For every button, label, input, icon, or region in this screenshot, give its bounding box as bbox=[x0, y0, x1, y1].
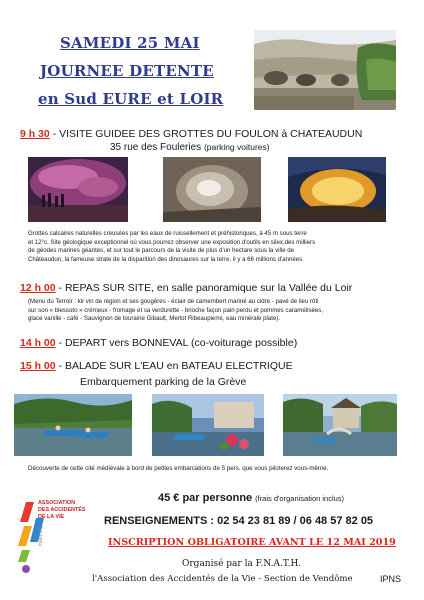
logo-line: DES ACCIDENTÉS bbox=[38, 507, 86, 513]
time-9h30: 9 h 30 bbox=[20, 128, 50, 140]
title-date: SAMEDI 25 MAI bbox=[60, 34, 200, 52]
boat-flowers-photo bbox=[152, 394, 264, 456]
balade-title: - BALADE SUR L'EAU en BATEAU ELECTRIQUE bbox=[55, 360, 293, 372]
menu-line: glace vanille - café - Sauvignon de touraine Gibault, Merlot Ribeaupierre, eau minérale plate). bbox=[28, 315, 281, 323]
repas-menu bbox=[28, 298, 408, 324]
price-note: (frais d'organisation inclus) bbox=[255, 494, 345, 503]
repas-title: - REPAS SUR SITE, en salle panoramique sur la Vallée du Loir bbox=[55, 282, 353, 294]
registration-deadline: INSCRIPTION OBLIGATOIRE AVANT LE 12 MAI 2019 bbox=[108, 537, 396, 548]
depart-title: - DEPART vers BONNEVAL (co-voiturage possible) bbox=[55, 337, 298, 349]
menu-line: (Menu du Terroir : kir vin de région et ses gougères - éclair de camembert mariné au cidre - pavé de lieu rôti bbox=[28, 298, 319, 305]
price: 45 € par personne bbox=[158, 492, 253, 504]
logo-line: DE LA VIE bbox=[38, 514, 65, 520]
time-15h00: 15 h 00 bbox=[20, 360, 56, 372]
time-14h00: 14 h 00 bbox=[20, 337, 56, 349]
section-repas-heading bbox=[20, 282, 352, 294]
section-balade-heading bbox=[20, 360, 293, 372]
phone-numbers: 02 54 23 81 89 / 06 48 57 82 05 bbox=[217, 515, 374, 527]
organizer-line2: l'Association des Accidentés de la Vie - Section de Vendôme bbox=[92, 574, 353, 584]
menu-line: sur son « blessoto » crémeux - fromage et sa verdurette - brioche façon pain perdu et pommes caramélisées, bbox=[28, 306, 324, 314]
bridge-village-photo bbox=[283, 394, 397, 456]
price-line bbox=[158, 492, 344, 504]
grottes-title: - VISITE GUIDEE DES GROTTES DU FOULON à CHATEAUDUN bbox=[49, 128, 363, 140]
grottes-desc-line: Châteaudun, la fameuse strate de la disparition des dinosaures sur la terre, il y a 66 millions d'années. bbox=[28, 255, 304, 263]
contact-label: RENSEIGNEMENTS : bbox=[104, 515, 218, 527]
grottes-address-note: (parking voitures) bbox=[203, 142, 270, 152]
cave-visitors-photo bbox=[28, 157, 128, 222]
grottes-address-line bbox=[110, 142, 270, 153]
section-grottes-heading bbox=[20, 128, 362, 140]
logo-line: ASSOCIATION bbox=[38, 500, 76, 506]
logo-text bbox=[38, 500, 85, 521]
grottes-desc-line: de géodes marines géantes, et sur tout le parcours de la visite de plus d'un hectare sous la ville de bbox=[28, 247, 295, 255]
section-depart-heading bbox=[20, 337, 297, 349]
geode-photo bbox=[163, 157, 261, 222]
time-12h00: 12 h 00 bbox=[20, 282, 56, 294]
illuminated-cave-photo bbox=[288, 157, 386, 222]
grottes-desc-line: et 12°c. Site géologique exceptionnel où vous pourrez observer une exposition d'outils en silex,des milliers bbox=[28, 238, 316, 246]
title-event: JOURNEE DETENTE bbox=[40, 62, 214, 80]
contact-line bbox=[104, 515, 373, 527]
balade-subtitle: Embarquement parking de la Grève bbox=[80, 376, 247, 388]
ipns-mention: IPNS bbox=[380, 574, 402, 584]
balade-description: Découverte de cette cité médiévale à bord de petites embarcations de 5 pers. que vous piloterez vous-même. bbox=[28, 465, 329, 472]
grottes-address: 35 rue des Fouleries bbox=[110, 142, 202, 153]
grottes-desc-line: Grottes calcaires naturelles creusées par les eaux de ruissellement et préhistoriques, à 45 m sous terre bbox=[28, 230, 307, 237]
logo-side-text: fnath.org bbox=[38, 526, 44, 546]
fnath-logo bbox=[16, 496, 96, 576]
boats-river-photo bbox=[14, 394, 132, 456]
organizer-line1: Organisé par la F.N.A.T.H. bbox=[182, 559, 302, 569]
cave-dwellings-photo bbox=[254, 30, 396, 110]
title-region: en Sud EURE et LOIR bbox=[38, 90, 224, 108]
grottes-description bbox=[28, 230, 408, 264]
